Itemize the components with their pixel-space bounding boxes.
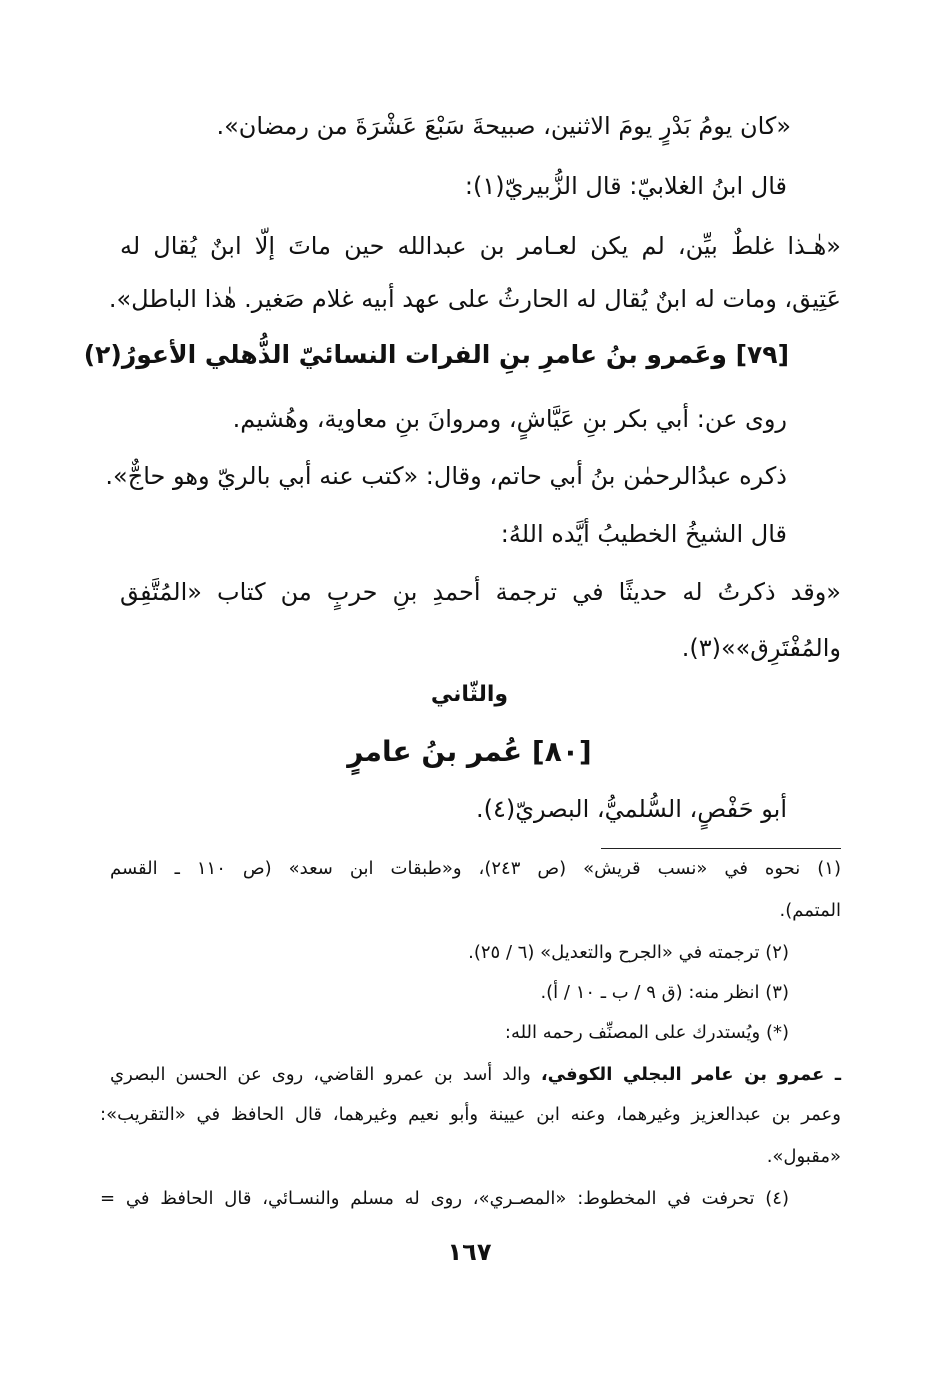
body-line-5: روى عن: أبي بكر بنِ عَيَّاشٍ، ومروانَ بنِ معاوية، وهُشيم. [232,405,787,433]
footnote-asterisk-line-3: «مقبول». [766,1146,841,1167]
footnote-asterisk-line-1 [110,1064,841,1085]
entry-80-heading: [٨٠] عُمر بنُ عامرٍ [347,735,592,768]
body-line-7: قال الشيخُ الخطيبُ أيَّده اللهُ: [500,520,787,548]
body-line-3: «هٰـذا غلطٌ بيِّن، لم يكن لعـامر بن عبدالله حين ماتَ إلّا ابنٌ يُقال له [120,232,841,260]
section-subheading: والثّاني [430,682,509,707]
footnote-1-line-2: المتمم). [779,900,841,921]
page-number: ١٦٧ [447,1238,492,1266]
footnote-asterisk: (*) ويُستدرك على المصنِّف رحمه الله: [504,1022,789,1043]
footnote-1-line-1: (١) نحوه في «نسب قريش» (ص ٢٤٣)، و«طبقات ابن سعد» (ص ١١٠ ـ القسم [110,858,841,879]
body-line-1: «كان يومُ بَدْرٍ يومَ الاثنين، صبيحةَ سَبْعَ عَشْرَةَ من رمضان». [216,112,791,140]
footnote-asterisk-line-2: وعمر بن عبدالعزيز وغيرهما، وعنه ابن عيينة وأبو نعيم وغيرهما، قال الحافظ في «التقريب»: [100,1104,841,1125]
body-line-10: أبو حَفْصٍ، السُّلميُّ، البصريّ(٤). [475,795,787,823]
body-line-6: ذكره عبدُالرحمٰن بنُ أبي حاتم، وقال: «كتب عنه أبي بالريّ وهو حاجٌّ». [105,462,787,490]
body-line-9: والمُفْتَرِق»»(٣). [681,634,841,662]
body-line-8: «وقد ذكرتُ له حديثًا في ترجمة أحمدِ بنِ حربٍ من كتاب «المُتَّفِق [120,578,841,606]
footnote-bold-name: ـ عمرو بن عامر البجلي الكوفي، [540,1064,841,1085]
footnote-4: (٤) تحرفت في المخطوط: «المصـري»، روى له مسلم والنسـائي، قال الحافظ في = [100,1188,789,1209]
footnote-2: (٢) ترجمته في «الجرح والتعديل» (٦ / ٢٥). [468,942,789,963]
footnote-3: (٣) انظر منه: (ق ٩ / ب ـ ١٠ / أ). [540,982,789,1003]
body-line-4: عَتِيق، ومات له ابنٌ يُقال له الحارثُ على عهد أبيه غلام صَغير. هٰذا الباطل». [108,285,841,313]
body-line-2: قال ابنُ الغلابيّ: قال الزُّبيريّ(١): [464,172,787,200]
footnote-separator [601,848,841,849]
footnote-asterisk-line-1-rest: والد أسد بن عمرو القاضي، روى عن الحسن البصري [110,1064,541,1085]
entry-79-heading: [٧٩] وعَمرو بنُ عامرِ بنِ الفرات النسائيّ الذُّهلي الأعورُ(٢) [83,340,789,369]
